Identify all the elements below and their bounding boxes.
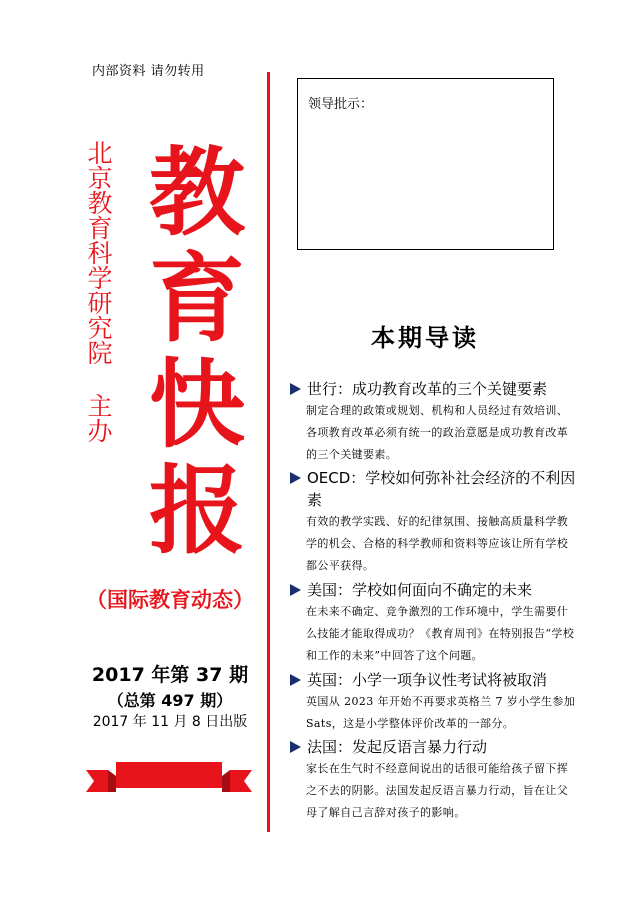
toc-item: [290, 579, 590, 667]
toc-item-title: 法国：发起反语言暴力行动: [307, 738, 488, 756]
toc-item-summary: 有效的教学实践、好的纪律氛围、接触高质量科学教学的机会、合格的科学教师和资料等应该让所有学校都公平获得。: [306, 515, 569, 572]
toc-item-title: 美国：学校如何面向不确定的未来: [307, 581, 533, 599]
publisher-name: 北京教育科学研究院: [84, 140, 113, 365]
total-issue-number: （总第 497 期）: [107, 691, 233, 710]
leader-comment-box[interactable]: [297, 78, 554, 250]
triangle-bullet-icon: [290, 674, 301, 686]
publisher-vertical: [85, 140, 111, 443]
toc-item: [290, 736, 590, 824]
toc-item-title: 英国：小学一项争议性考试将被取消: [307, 671, 548, 689]
ribbon-decoration: [86, 758, 252, 798]
masthead-char: 快: [149, 349, 245, 461]
triangle-bullet-icon: [290, 741, 301, 753]
toc-item: [290, 378, 590, 466]
toc-item-summary: 制定合理的政策或规划、机构和人员经过有效培训、各项教育改革必须有统一的政治意愿是成功教育改革的三个关键要素。: [306, 404, 569, 461]
toc-item-summary: 家长在生气时不经意间说出的话很可能给孩子留下挥之不去的阴影。法国发起反语言暴力行动，旨在让父母了解自己言辞对孩子的影响。: [306, 762, 569, 819]
internal-material-note: 内部资料 请勿转用: [92, 64, 205, 79]
triangle-bullet-icon: [290, 472, 301, 484]
triangle-bullet-icon: [290, 383, 301, 395]
toc-item-summary: 在未来不确定、竞争激烈的工作环境中，学生需要什么技能才能取得成功？《教育周刊》在特别报告“学校和工作的未来”中回答了这个问题。: [306, 605, 575, 662]
leader-comment-label: 领导批示：: [308, 97, 374, 112]
masthead-subtitle: （国际教育动态）: [86, 588, 254, 612]
issue-number: 2017 年第 37 期: [91, 664, 249, 686]
toc-item-summary: 英国从 2023 年开始不再要求英格兰 7 岁小学生参加 Sats，这是小学整体评价改革的一部分。: [306, 695, 576, 730]
triangle-bullet-icon: [290, 584, 301, 596]
toc-item-title: 世行：成功教育改革的三个关键要素: [307, 380, 548, 398]
toc-item: [290, 669, 590, 735]
toc-item-title: OECD：学校如何弥补社会经济的不利因素: [307, 469, 576, 509]
masthead-char: 报: [149, 455, 245, 567]
publisher-role: 主办: [84, 393, 113, 443]
masthead-title: [142, 137, 252, 567]
publish-date: 2017 年 11 月 8 日出版: [92, 714, 248, 730]
masthead-char: 育: [149, 243, 245, 355]
toc-title: 本期导读: [371, 323, 479, 352]
masthead-char: 教: [149, 137, 245, 249]
toc-item: [290, 467, 590, 577]
